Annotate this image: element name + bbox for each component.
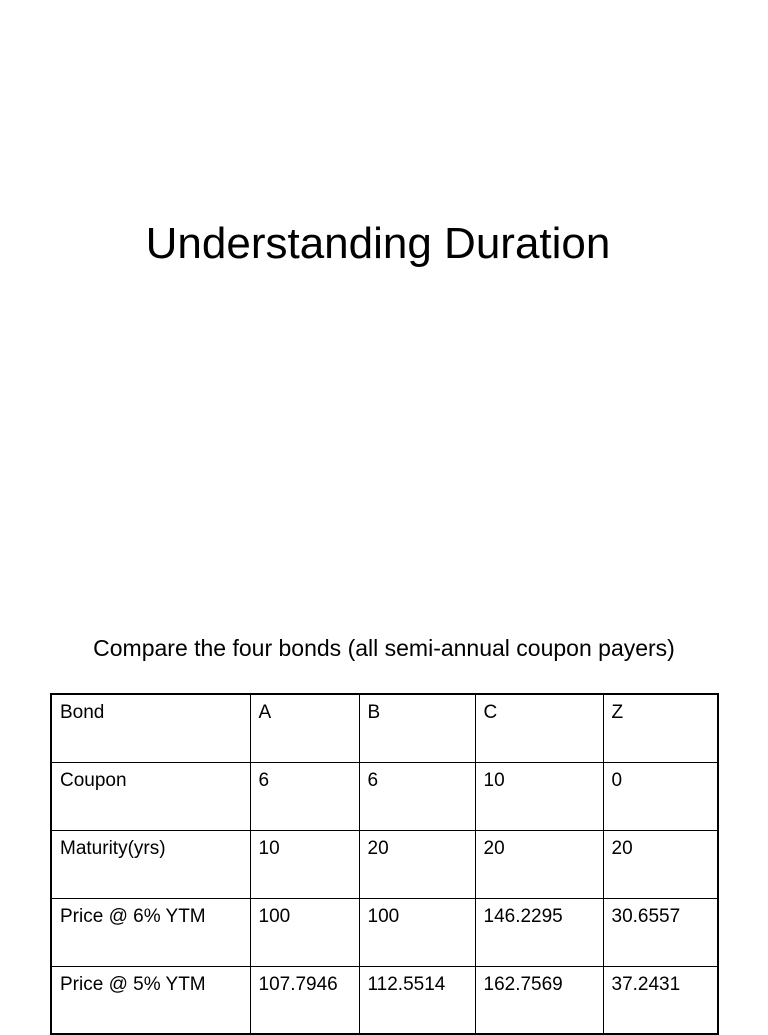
table-cell: 20 — [475, 830, 603, 898]
table-cell: 20 — [603, 830, 718, 898]
table-row — [51, 830, 718, 898]
table-cell: 30.6557 — [603, 898, 718, 966]
table-cell: 112.5514 — [359, 966, 475, 1034]
table-cell: A — [250, 694, 359, 762]
table-row — [51, 762, 718, 830]
table-cell: C — [475, 694, 603, 762]
table-cell: 162.7569 — [475, 966, 603, 1034]
row-header-cell: Coupon — [51, 762, 250, 830]
table-cell: 20 — [359, 830, 475, 898]
table-caption: Compare the four bonds (all semi-annual coupon payers) — [93, 635, 675, 661]
table-cell: 10 — [250, 830, 359, 898]
row-header-cell: Price @ 6% YTM — [51, 898, 250, 966]
table-cell: 146.2295 — [475, 898, 603, 966]
table-cell: 6 — [250, 762, 359, 830]
page-title: Understanding Duration — [145, 219, 611, 268]
table-cell: 37.2431 — [603, 966, 718, 1034]
table-row — [51, 694, 718, 762]
table-cell: 100 — [250, 898, 359, 966]
row-header-cell: Price @ 5% YTM — [51, 966, 250, 1034]
table-cell: 6 — [359, 762, 475, 830]
table-cell: 0 — [603, 762, 718, 830]
table-cell: Z — [603, 694, 718, 762]
table-cell: 100 — [359, 898, 475, 966]
row-header-cell: Maturity(yrs) — [51, 830, 250, 898]
row-header-cell: Bond — [51, 694, 250, 762]
table-cell: 10 — [475, 762, 603, 830]
bond-comparison-table — [50, 693, 719, 1035]
table-row — [51, 898, 718, 966]
table-cell: 107.7946 — [250, 966, 359, 1034]
table-cell: B — [359, 694, 475, 762]
